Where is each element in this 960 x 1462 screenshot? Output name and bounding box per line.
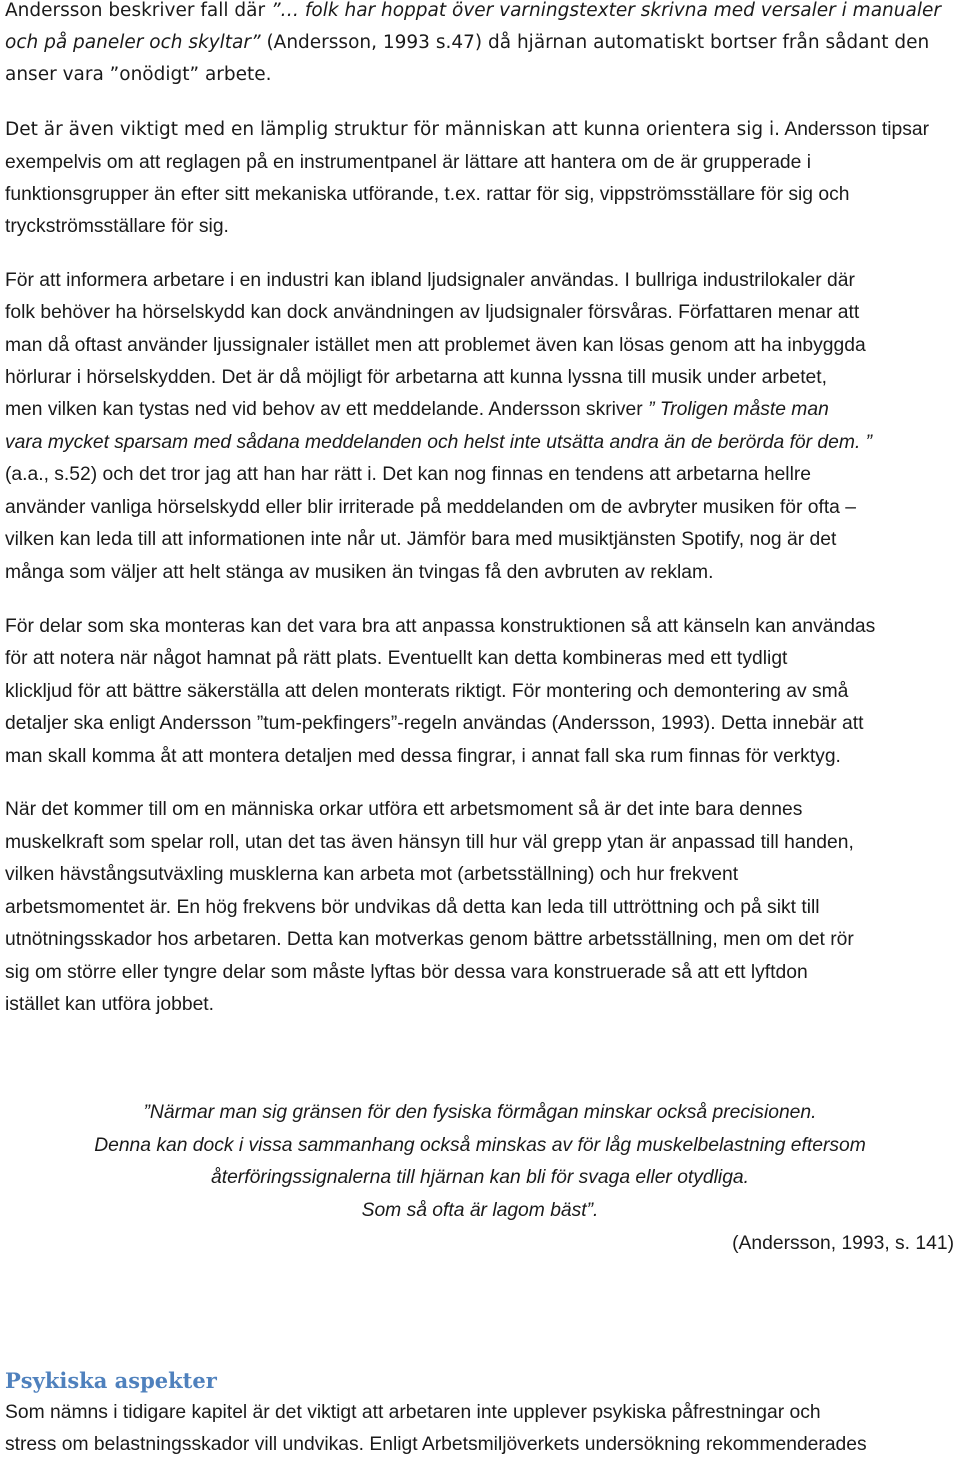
paragraph-4-line-4: detaljer ska enligt Andersson ”tum-pekfingers”-regeln användas (Andersson, 1993). Detta innebär att bbox=[5, 713, 864, 734]
text-run: Andersson tipsar bbox=[780, 119, 930, 140]
paragraph-5-line-7: istället kan utföra jobbet. bbox=[5, 994, 215, 1015]
paragraph-3-line-4: hörlurar i hörselskydden. Det är då möjligt för arbetarna att kunna lyssna till musik under arbetet, bbox=[5, 367, 827, 388]
paragraph-5-line-3: vilken hävstångsutväxling musklerna kan arbeta mot (arbetsställning) och hur frekvent bbox=[5, 864, 739, 885]
quote-run: och på paneler och skyltar” bbox=[5, 32, 261, 53]
paragraph-3-line-2: folk behöver ha hörselskydd kan dock användningen av ljudsignaler försvåras. Författaren menar att bbox=[5, 302, 860, 323]
paragraph-3-line-10: många som väljer att helt stänga av musiken än tvingas få den avbruten av reklam. bbox=[5, 562, 714, 583]
paragraph-4-line-3: klickljud för att bättre säkerställa att delen monterats riktigt. För montering och demontering av små bbox=[5, 681, 849, 702]
block-quote-line-1: ”Närmar man sig gränsen för den fysiska förmågan minskar också precisionen. bbox=[143, 1102, 817, 1123]
section-line-2: stress om belastningsskador vill undvikas. Enligt Arbetsmiljöverkets undersökning rekommenderades bbox=[5, 1434, 867, 1455]
paragraph-5-line-4: arbetsmomentet är. En hög frekvens bör undvikas då detta kan leda till uttröttning och på sikt till bbox=[5, 897, 820, 918]
quote-run: ” Troligen måste man bbox=[648, 399, 829, 420]
paragraph-5-line-6: sig om större eller tyngre delar som måste lyftas bör dessa vara konstruerade så att ett lyftdon bbox=[5, 962, 808, 983]
paragraph-3-line-7: (a.a., s.52) och det tror jag att han har rätt i. Det kan nog finnas en tendens att arbetarna hellre bbox=[5, 464, 812, 485]
section-line-1: Som nämns i tidigare kapitel är det viktigt att arbetaren inte upplever psykiska påfrestningar och bbox=[5, 1402, 821, 1423]
paragraph-3-line-6 bbox=[5, 427, 872, 459]
paragraph-3-line-5 bbox=[5, 394, 829, 426]
quote-run: vara mycket sparsam med sådana meddelanden och helst inte utsätta andra än de berörda för dem. ” bbox=[5, 432, 873, 453]
paragraph-3-line-9: vilken kan leda till att informationen inte når ut. Jämför bara med musiktjänsten Spotify, nog är det bbox=[5, 529, 837, 550]
text-run: (Andersson, 1993 s.47) då hjärnan automatiskt bortser från sådant den bbox=[260, 32, 930, 53]
block-quote-line-4: Som så ofta är lagom bäst”. bbox=[361, 1200, 599, 1221]
paragraph-3-line-1: För att informera arbetare i en industri kan ibland ljudsignaler användas. I bullriga industrilokaler där bbox=[5, 270, 855, 291]
text-run: men vilken kan tystas ned vid behov av ett meddelande. Andersson skriver bbox=[5, 399, 649, 420]
text-run: Det är även viktigt med en lämplig struktur för människan att kunna orientera sig i. bbox=[5, 119, 781, 140]
block-quote-line-2: Denna kan dock i vissa sammanhang också minskas av för låg muskelbelastning eftersom bbox=[94, 1135, 866, 1156]
paragraph-1-line-1 bbox=[5, 0, 941, 27]
text-run: Andersson beskriver fall där bbox=[5, 0, 271, 21]
paragraph-1-line-3: anser vara ”onödigt” arbete. bbox=[5, 64, 272, 85]
block-quote-line-3: återföringssignalerna till hjärnan kan bli för svaga eller otydliga. bbox=[210, 1167, 750, 1188]
quote-run: ”… folk har hoppat över varningstexter skrivna med versaler i manualer bbox=[270, 0, 941, 21]
paragraph-2-line-1 bbox=[5, 114, 929, 146]
quote-citation: (Andersson, 1993, s. 141) bbox=[732, 1233, 954, 1254]
paragraph-4-line-5: man skall komma åt att montera detaljen med dessa fingrar, i annat fall ska rum finnas för verktyg. bbox=[5, 746, 841, 767]
paragraph-4-line-2: för att notera när något hamnat på rätt plats. Eventuellt kan detta kombineras med ett tydligt bbox=[5, 648, 788, 669]
paragraph-2-line-3: funktionsgrupper än efter sitt mekaniska utförande, t.ex. rattar för sig, vippströmsställare för sig och bbox=[5, 184, 850, 205]
paragraph-5-line-2: muskelkraft som spelar roll, utan det tas även hänsyn till hur väl grepp ytan är anpassad till handen, bbox=[5, 832, 854, 853]
paragraph-2-line-2: exempelvis om att reglagen på en instrumentpanel är lättare att hantera om de är grupperade i bbox=[5, 152, 811, 173]
paragraph-3-line-8: använder vanliga hörselskydd eller blir irriterade på meddelanden om de avbryter musiken för ofta – bbox=[5, 497, 856, 518]
paragraph-2-line-4: tryckströmsställare för sig. bbox=[5, 216, 229, 237]
paragraph-1-line-2 bbox=[5, 27, 929, 59]
paragraph-5-line-5: utnötningsskador hos arbetaren. Detta kan motverkas genom bättre arbetsställning, men om det rör bbox=[5, 929, 854, 950]
paragraph-5-line-1: När det kommer till om en människa orkar utföra ett arbetsmoment så är det inte bara dennes bbox=[5, 799, 803, 820]
paragraph-4-line-1: För delar som ska monteras kan det vara bra att anpassa konstruktionen så att känseln kan användas bbox=[5, 616, 876, 637]
paragraph-3-line-3: man då oftast använder ljussignaler istället men att problemet även kan lösas genom att ha inbyggda bbox=[5, 335, 866, 356]
section-heading: Psykiska aspekter bbox=[5, 1368, 217, 1393]
